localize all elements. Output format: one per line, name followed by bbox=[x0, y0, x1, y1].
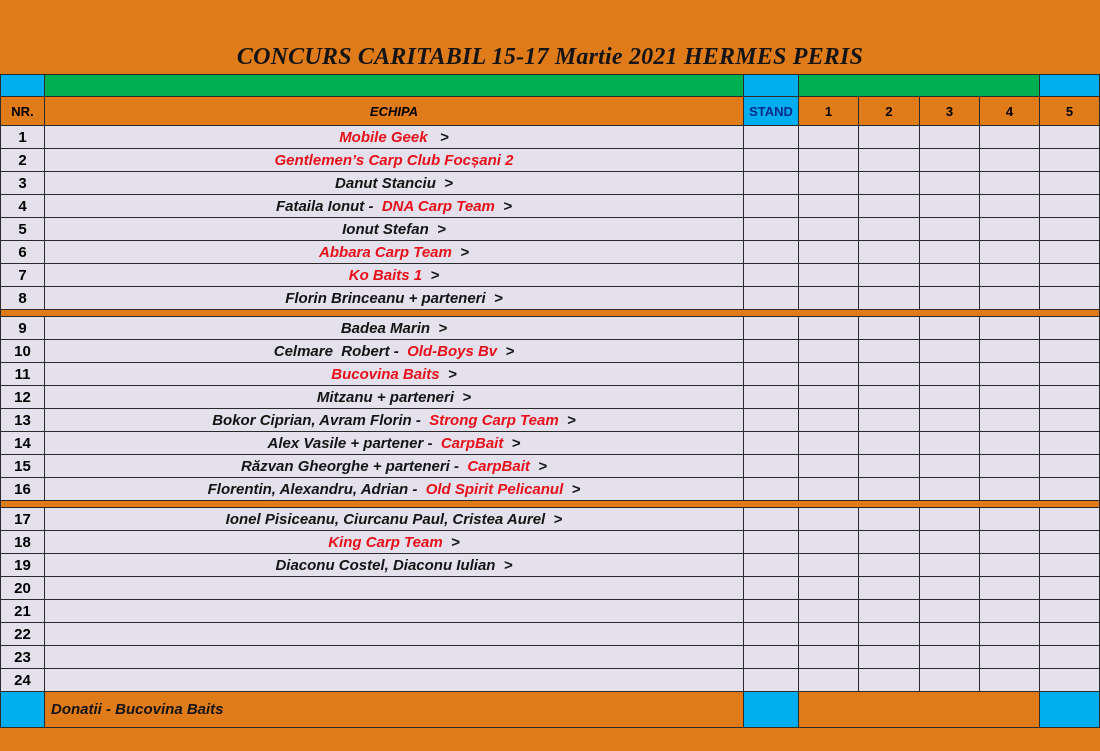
day-4-cell[interactable] bbox=[980, 195, 1040, 218]
participant-label: > bbox=[558, 411, 576, 429]
day-1-cell[interactable] bbox=[799, 218, 859, 241]
day-5-cell[interactable] bbox=[1040, 669, 1100, 692]
stand-cell[interactable] bbox=[744, 409, 799, 432]
footer-text: Donatii - Bucovina Baits bbox=[45, 692, 744, 728]
day-3-cell[interactable] bbox=[920, 386, 980, 409]
team-name bbox=[45, 600, 744, 623]
day-1-cell[interactable] bbox=[799, 478, 859, 501]
stand-cell[interactable] bbox=[744, 195, 799, 218]
team-label: Old-Boys Bv bbox=[407, 342, 498, 360]
day-5-cell[interactable] bbox=[1040, 218, 1100, 241]
team-name bbox=[45, 455, 744, 478]
row-number: 9 bbox=[1, 317, 45, 340]
day-1-cell[interactable] bbox=[799, 577, 859, 600]
day-2-cell[interactable] bbox=[859, 317, 920, 340]
day-4-cell[interactable] bbox=[980, 669, 1040, 692]
stand-cell[interactable] bbox=[744, 317, 799, 340]
row-number: 4 bbox=[1, 195, 45, 218]
day-1-cell[interactable] bbox=[799, 623, 859, 646]
participant-label: Celmare Robert - bbox=[273, 342, 408, 360]
day-5-cell[interactable] bbox=[1040, 577, 1100, 600]
participant-label: > bbox=[451, 243, 469, 261]
day-3-cell[interactable] bbox=[920, 623, 980, 646]
row-number: 24 bbox=[1, 669, 45, 692]
table-row bbox=[1, 600, 1100, 623]
day-5-cell[interactable] bbox=[1040, 554, 1100, 577]
day-5-cell[interactable] bbox=[1040, 600, 1100, 623]
day-3-cell[interactable] bbox=[920, 195, 980, 218]
day-4-cell[interactable] bbox=[980, 126, 1040, 149]
page-title: CONCURS CARITABIL 15-17 Martie 2021 HERMES PERIS bbox=[236, 44, 864, 70]
day-5-cell[interactable] bbox=[1040, 195, 1100, 218]
day-1-cell[interactable] bbox=[799, 646, 859, 669]
team-name bbox=[45, 478, 744, 501]
table-row bbox=[1, 478, 1100, 501]
day-3-cell[interactable] bbox=[920, 508, 980, 531]
table-row bbox=[1, 172, 1100, 195]
day-3-cell[interactable] bbox=[920, 241, 980, 264]
day-1-cell[interactable] bbox=[799, 508, 859, 531]
participant-label: > bbox=[563, 480, 581, 498]
team-name bbox=[45, 409, 744, 432]
table-row bbox=[1, 149, 1100, 172]
participant-label: Danut Stanciu > bbox=[335, 174, 453, 192]
stand-cell[interactable] bbox=[744, 508, 799, 531]
participant-label: > bbox=[503, 434, 521, 452]
participant-label: > bbox=[422, 266, 440, 284]
day-3-cell[interactable] bbox=[920, 531, 980, 554]
team-name bbox=[45, 264, 744, 287]
day-5-cell[interactable] bbox=[1040, 646, 1100, 669]
day-2-cell[interactable] bbox=[859, 218, 920, 241]
table-row bbox=[1, 195, 1100, 218]
day-4-cell[interactable] bbox=[980, 409, 1040, 432]
table-row bbox=[1, 317, 1100, 340]
participant-label: Mitzanu + parteneri > bbox=[316, 388, 472, 406]
participant-label: Alex Vasile + partener - bbox=[267, 434, 441, 452]
header-day-1: 1 bbox=[799, 97, 859, 126]
day-4-cell[interactable] bbox=[980, 340, 1040, 363]
row-number: 20 bbox=[1, 577, 45, 600]
day-5-cell[interactable] bbox=[1040, 478, 1100, 501]
color-cell-blue bbox=[744, 75, 799, 97]
day-4-cell[interactable] bbox=[980, 317, 1040, 340]
day-4-cell[interactable] bbox=[980, 149, 1040, 172]
team-name bbox=[45, 340, 744, 363]
day-4-cell[interactable] bbox=[980, 554, 1040, 577]
header-echipa: ECHIPA bbox=[45, 97, 744, 126]
day-2-cell[interactable] bbox=[859, 531, 920, 554]
row-number: 10 bbox=[1, 340, 45, 363]
day-1-cell[interactable] bbox=[799, 554, 859, 577]
day-5-cell[interactable] bbox=[1040, 432, 1100, 455]
day-2-cell[interactable] bbox=[859, 600, 920, 623]
day-3-cell[interactable] bbox=[920, 478, 980, 501]
stand-cell[interactable] bbox=[744, 172, 799, 195]
day-2-cell[interactable] bbox=[859, 508, 920, 531]
day-3-cell[interactable] bbox=[920, 287, 980, 310]
day-2-cell[interactable] bbox=[859, 149, 920, 172]
day-4-cell[interactable] bbox=[980, 241, 1040, 264]
color-cell-blue bbox=[1040, 75, 1100, 97]
footer-cell-orange bbox=[799, 692, 1040, 728]
day-2-cell[interactable] bbox=[859, 554, 920, 577]
header-nr: NR. bbox=[1, 97, 45, 126]
header-day-5: 5 bbox=[1040, 97, 1100, 126]
day-2-cell[interactable] bbox=[859, 478, 920, 501]
participant-label: Florin Brinceanu + parteneri > bbox=[285, 289, 503, 307]
day-5-cell[interactable] bbox=[1040, 409, 1100, 432]
table-row bbox=[1, 623, 1100, 646]
day-3-cell[interactable] bbox=[920, 577, 980, 600]
participant-label: Badea Marin > bbox=[340, 319, 448, 337]
team-label: Old Spirit Pelicanul bbox=[425, 480, 564, 498]
footer-cell-blue bbox=[1, 692, 45, 728]
day-3-cell[interactable] bbox=[920, 669, 980, 692]
day-5-cell[interactable] bbox=[1040, 317, 1100, 340]
header-day-3: 3 bbox=[920, 97, 980, 126]
stand-cell[interactable] bbox=[744, 126, 799, 149]
table-row bbox=[1, 577, 1100, 600]
day-2-cell[interactable] bbox=[859, 623, 920, 646]
stand-cell[interactable] bbox=[744, 363, 799, 386]
day-1-cell[interactable] bbox=[799, 386, 859, 409]
day-5-cell[interactable] bbox=[1040, 531, 1100, 554]
day-1-cell[interactable] bbox=[799, 241, 859, 264]
footer-cell-blue bbox=[1040, 692, 1100, 728]
table-row bbox=[1, 554, 1100, 577]
day-4-cell[interactable] bbox=[980, 531, 1040, 554]
day-1-cell[interactable] bbox=[799, 531, 859, 554]
day-4-cell[interactable] bbox=[980, 600, 1040, 623]
team-name bbox=[45, 172, 744, 195]
stand-cell[interactable] bbox=[744, 554, 799, 577]
day-3-cell[interactable] bbox=[920, 172, 980, 195]
day-4-cell[interactable] bbox=[980, 218, 1040, 241]
day-4-cell[interactable] bbox=[980, 432, 1040, 455]
day-1-cell[interactable] bbox=[799, 126, 859, 149]
row-number: 3 bbox=[1, 172, 45, 195]
row-number: 2 bbox=[1, 149, 45, 172]
group-separator bbox=[1, 310, 1100, 317]
table-row bbox=[1, 646, 1100, 669]
team-name bbox=[45, 623, 744, 646]
table-row bbox=[1, 409, 1100, 432]
team-name bbox=[45, 554, 744, 577]
separator-cell bbox=[1, 501, 1100, 508]
separator-cell bbox=[1, 310, 1100, 317]
stand-cell[interactable] bbox=[744, 432, 799, 455]
team-label: CarpBait bbox=[440, 434, 504, 452]
table-row bbox=[1, 508, 1100, 531]
day-2-cell[interactable] bbox=[859, 669, 920, 692]
day-4-cell[interactable] bbox=[980, 363, 1040, 386]
header-stand: STAND bbox=[744, 97, 799, 126]
day-1-cell[interactable] bbox=[799, 363, 859, 386]
participant-label: > bbox=[439, 365, 457, 383]
table-row bbox=[1, 386, 1100, 409]
day-4-cell[interactable] bbox=[980, 264, 1040, 287]
participant-label: Bokor Ciprian, Avram Florin - bbox=[212, 411, 430, 429]
day-2-cell[interactable] bbox=[859, 126, 920, 149]
day-5-cell[interactable] bbox=[1040, 172, 1100, 195]
table-row bbox=[1, 340, 1100, 363]
table-row bbox=[1, 264, 1100, 287]
day-4-cell[interactable] bbox=[980, 577, 1040, 600]
footer-cell-blue bbox=[744, 692, 799, 728]
day-1-cell[interactable] bbox=[799, 317, 859, 340]
participant-label: > bbox=[427, 128, 449, 146]
row-number: 1 bbox=[1, 126, 45, 149]
table-row bbox=[1, 241, 1100, 264]
row-number: 11 bbox=[1, 363, 45, 386]
day-3-cell[interactable] bbox=[920, 317, 980, 340]
row-number: 12 bbox=[1, 386, 45, 409]
day-5-cell[interactable] bbox=[1040, 455, 1100, 478]
day-5-cell[interactable] bbox=[1040, 623, 1100, 646]
day-1-cell[interactable] bbox=[799, 455, 859, 478]
day-4-cell[interactable] bbox=[980, 172, 1040, 195]
day-1-cell[interactable] bbox=[799, 600, 859, 623]
day-3-cell[interactable] bbox=[920, 646, 980, 669]
row-number: 13 bbox=[1, 409, 45, 432]
day-1-cell[interactable] bbox=[799, 432, 859, 455]
stand-cell[interactable] bbox=[744, 623, 799, 646]
day-5-cell[interactable] bbox=[1040, 508, 1100, 531]
day-1-cell[interactable] bbox=[799, 287, 859, 310]
team-name bbox=[45, 149, 744, 172]
day-1-cell[interactable] bbox=[799, 264, 859, 287]
team-name bbox=[45, 646, 744, 669]
day-2-cell[interactable] bbox=[859, 264, 920, 287]
stand-cell[interactable] bbox=[744, 218, 799, 241]
day-2-cell[interactable] bbox=[859, 455, 920, 478]
day-3-cell[interactable] bbox=[920, 363, 980, 386]
day-2-cell[interactable] bbox=[859, 363, 920, 386]
day-3-cell[interactable] bbox=[920, 218, 980, 241]
day-1-cell[interactable] bbox=[799, 669, 859, 692]
team-name bbox=[45, 218, 744, 241]
participant-label: Florentin, Alexandru, Adrian - bbox=[207, 480, 426, 498]
team-name bbox=[45, 669, 744, 692]
day-3-cell[interactable] bbox=[920, 264, 980, 287]
footer-row bbox=[1, 692, 1100, 728]
day-3-cell[interactable] bbox=[920, 600, 980, 623]
day-3-cell[interactable] bbox=[920, 409, 980, 432]
day-1-cell[interactable] bbox=[799, 409, 859, 432]
color-cell-green bbox=[45, 75, 744, 97]
team-label: CarpBait bbox=[467, 457, 530, 475]
team-label: Strong Carp Team bbox=[429, 411, 559, 429]
row-number: 14 bbox=[1, 432, 45, 455]
participant-label: Ionel Pisiceanu, Ciurcanu Paul, Cristea Aurel > bbox=[225, 510, 563, 528]
day-5-cell[interactable] bbox=[1040, 287, 1100, 310]
header-day-2: 2 bbox=[859, 97, 920, 126]
stand-cell[interactable] bbox=[744, 577, 799, 600]
table-row bbox=[1, 287, 1100, 310]
day-2-cell[interactable] bbox=[859, 409, 920, 432]
participant-label: > bbox=[497, 342, 515, 360]
stand-cell[interactable] bbox=[744, 149, 799, 172]
team-name bbox=[45, 577, 744, 600]
day-3-cell[interactable] bbox=[920, 149, 980, 172]
team-name bbox=[45, 386, 744, 409]
team-label: Gentlemen’s Carp Club Focșani 2 bbox=[274, 151, 514, 169]
day-2-cell[interactable] bbox=[859, 172, 920, 195]
day-2-cell[interactable] bbox=[859, 386, 920, 409]
day-5-cell[interactable] bbox=[1040, 363, 1100, 386]
participant-label: > bbox=[529, 457, 547, 475]
header-row bbox=[1, 97, 1100, 126]
day-4-cell[interactable] bbox=[980, 287, 1040, 310]
row-number: 5 bbox=[1, 218, 45, 241]
color-cell-green bbox=[799, 75, 1040, 97]
team-label: Abbara Carp Team bbox=[319, 243, 452, 261]
day-5-cell[interactable] bbox=[1040, 241, 1100, 264]
table-row bbox=[1, 126, 1100, 149]
day-4-cell[interactable] bbox=[980, 455, 1040, 478]
color-cell-blue bbox=[1, 75, 45, 97]
stand-cell[interactable] bbox=[744, 455, 799, 478]
stand-cell[interactable] bbox=[744, 600, 799, 623]
day-5-cell[interactable] bbox=[1040, 386, 1100, 409]
row-number: 18 bbox=[1, 531, 45, 554]
day-5-cell[interactable] bbox=[1040, 126, 1100, 149]
stand-cell[interactable] bbox=[744, 241, 799, 264]
team-label: Mobile Geek bbox=[339, 128, 428, 146]
team-label: Ko Baits 1 bbox=[348, 266, 423, 284]
day-3-cell[interactable] bbox=[920, 455, 980, 478]
table-row bbox=[1, 218, 1100, 241]
day-4-cell[interactable] bbox=[980, 386, 1040, 409]
day-5-cell[interactable] bbox=[1040, 264, 1100, 287]
day-5-cell[interactable] bbox=[1040, 340, 1100, 363]
team-label: DNA Carp Team bbox=[381, 197, 495, 215]
participant-label: Diaconu Costel, Diaconu Iulian > bbox=[275, 556, 513, 574]
day-2-cell[interactable] bbox=[859, 241, 920, 264]
team-name bbox=[45, 432, 744, 455]
team-label: Bucovina Baits bbox=[331, 365, 440, 383]
day-2-cell[interactable] bbox=[859, 195, 920, 218]
row-number: 17 bbox=[1, 508, 45, 531]
stand-cell[interactable] bbox=[744, 340, 799, 363]
table-row bbox=[1, 363, 1100, 386]
day-5-cell[interactable] bbox=[1040, 149, 1100, 172]
team-name bbox=[45, 508, 744, 531]
stand-cell[interactable] bbox=[744, 646, 799, 669]
stand-cell[interactable] bbox=[744, 386, 799, 409]
stand-cell[interactable] bbox=[744, 478, 799, 501]
day-3-cell[interactable] bbox=[920, 126, 980, 149]
team-name bbox=[45, 531, 744, 554]
row-number: 23 bbox=[1, 646, 45, 669]
day-3-cell[interactable] bbox=[920, 432, 980, 455]
row-number: 8 bbox=[1, 287, 45, 310]
day-1-cell[interactable] bbox=[799, 149, 859, 172]
team-name bbox=[45, 126, 744, 149]
row-number: 15 bbox=[1, 455, 45, 478]
stand-cell[interactable] bbox=[744, 287, 799, 310]
team-name bbox=[45, 287, 744, 310]
team-label: King Carp Team bbox=[328, 533, 443, 551]
table-row bbox=[1, 432, 1100, 455]
row-number: 22 bbox=[1, 623, 45, 646]
row-number: 6 bbox=[1, 241, 45, 264]
participant-label: > bbox=[442, 533, 460, 551]
participant-label: > bbox=[494, 197, 513, 215]
teams-table bbox=[0, 74, 1100, 728]
team-name bbox=[45, 241, 744, 264]
day-2-cell[interactable] bbox=[859, 577, 920, 600]
stand-cell[interactable] bbox=[744, 669, 799, 692]
participant-label: Ionut Stefan > bbox=[342, 220, 446, 238]
color-bar-row bbox=[1, 75, 1100, 97]
row-number: 16 bbox=[1, 478, 45, 501]
day-2-cell[interactable] bbox=[859, 287, 920, 310]
day-1-cell[interactable] bbox=[799, 340, 859, 363]
table-row bbox=[1, 531, 1100, 554]
row-number: 19 bbox=[1, 554, 45, 577]
group-separator bbox=[1, 501, 1100, 508]
day-4-cell[interactable] bbox=[980, 508, 1040, 531]
participant-label: Fataila Ionut - bbox=[275, 197, 382, 215]
team-name bbox=[45, 317, 744, 340]
table-row bbox=[1, 455, 1100, 478]
stand-cell[interactable] bbox=[744, 264, 799, 287]
team-name bbox=[45, 363, 744, 386]
day-4-cell[interactable] bbox=[980, 646, 1040, 669]
row-number: 7 bbox=[1, 264, 45, 287]
row-number: 21 bbox=[1, 600, 45, 623]
day-2-cell[interactable] bbox=[859, 432, 920, 455]
day-3-cell[interactable] bbox=[920, 340, 980, 363]
day-2-cell[interactable] bbox=[859, 340, 920, 363]
team-name bbox=[45, 195, 744, 218]
day-4-cell[interactable] bbox=[980, 478, 1040, 501]
stand-cell[interactable] bbox=[744, 531, 799, 554]
day-1-cell[interactable] bbox=[799, 195, 859, 218]
participant-label: Răzvan Gheorghe + parteneri - bbox=[241, 457, 468, 475]
day-3-cell[interactable] bbox=[920, 554, 980, 577]
table-row bbox=[1, 669, 1100, 692]
day-1-cell[interactable] bbox=[799, 172, 859, 195]
header-day-4: 4 bbox=[980, 97, 1040, 126]
day-4-cell[interactable] bbox=[980, 623, 1040, 646]
day-2-cell[interactable] bbox=[859, 646, 920, 669]
